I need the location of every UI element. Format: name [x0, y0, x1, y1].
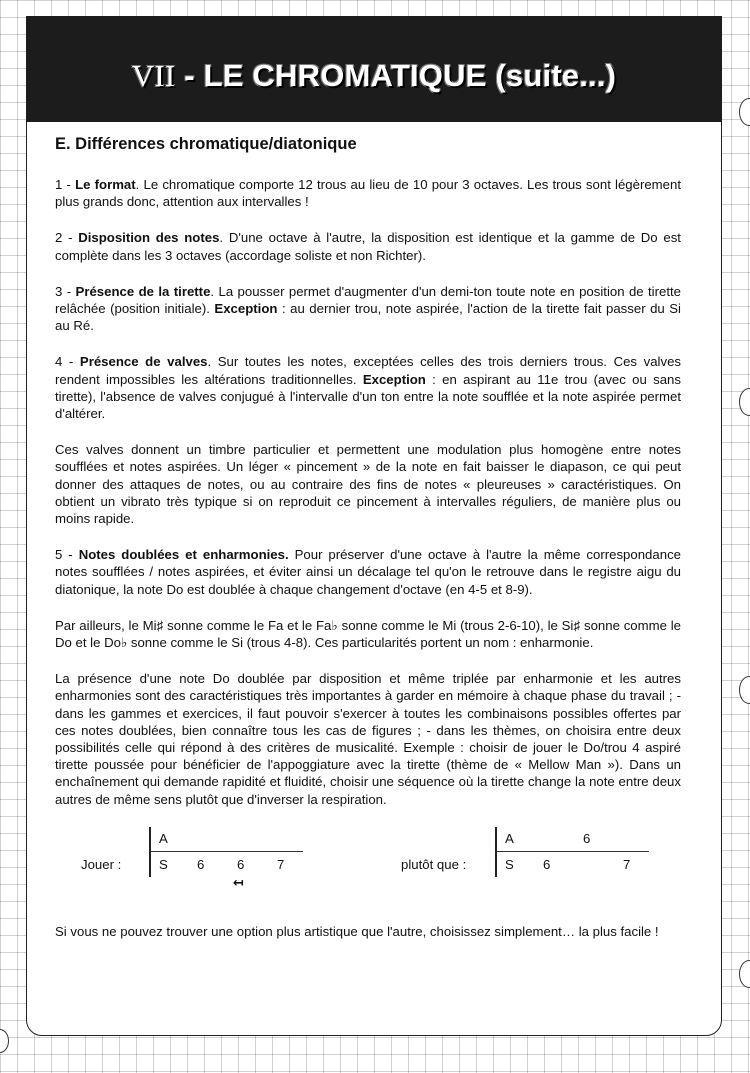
paragraph-format — [55, 176, 681, 210]
chapter-title — [132, 58, 616, 94]
paragraph-text: : au dernier trou, note aspirée, l'action de la tirette fait passer du Si au Ré. — [55, 301, 681, 334]
tab-cell: 6 — [237, 856, 245, 872]
paragraph-heading: Présence de valves — [79, 354, 208, 370]
paragraph-number: 1 - — [55, 177, 76, 192]
chapter-name: LE CHROMATIQUE (suite...) — [203, 58, 617, 93]
paragraph-number: 4 - — [55, 354, 80, 370]
tab-cell: 6 — [583, 830, 591, 846]
binder-hole — [739, 960, 750, 988]
tablature-divider — [495, 851, 649, 852]
tab-cell: A — [505, 830, 514, 846]
tablature-example — [55, 827, 681, 907]
paragraph-timbre: Ces valves donnent un timbre particulier et permettent une modulation plus homogène entre notes soufflées et notes aspirées. Un léger « pincement » de la note en fait baisser le diapason, ce qui peut donner des attaques de notes, ou au contraire des fins de notes « pleureuses » caractéristiques. On obtient un vibrato très typique si on reproduit ce pincement à intervalles réguliers, de manière plus ou moins rapide. — [55, 442, 681, 527]
chapter-dash: - — [184, 58, 195, 93]
paragraph-doublees — [55, 546, 681, 598]
exception-label: Exception — [214, 301, 278, 317]
paragraph-number: 3 - — [55, 283, 76, 299]
page-frame — [26, 16, 722, 1036]
tab-cell: 6 — [197, 856, 205, 872]
chapter-number: VII — [131, 58, 176, 93]
jouer-label: Jouer : — [81, 856, 122, 872]
paragraph-presence: La présence d'une note Do doublée par disposition et même triplée par enharmonie et les autres enharmonies sont des caractéristiques très importantes à garder en mémoire à chaque phase du travail ; - dans les gammes et exercices, il faut pouvoir s'exercer à toutes les combinaisons possibles offertes par ces notes doublées, bien connaître tous les cas de figures ; - dans les thèmes, on choisira entre deux possibilités celle qui répond à des critères de musicalité. Exemple : choisir de jouer le Do/trou 4 aspiré tirette poussée pour bénéficier de l'appoggiature avec la tirette (thème de « Mellow Man »). Dans un enchaînement qui demande rapidité et fluidité, choisir une séquence où la tirette change la note entre deux autres de même sens plutôt que d'inverser la respiration. — [55, 671, 681, 807]
tablature-bar — [149, 827, 151, 877]
tab-cell: 6 — [543, 856, 551, 872]
tab-cell: S — [505, 856, 514, 872]
binder-hole — [739, 98, 750, 126]
tab-cell: 7 — [277, 856, 285, 872]
closing-note: Si vous ne pouvez trouver une option plus artistique que l'autre, choisissez simplement… la plus facile ! — [55, 923, 659, 939]
tablature-right — [495, 827, 655, 891]
paragraph-tirette — [55, 283, 681, 335]
paragraph-heading: Disposition des notes — [78, 230, 220, 246]
paragraph-heading: Notes doublées et enharmonies. — [78, 547, 289, 563]
tablature-divider — [149, 851, 303, 852]
paragraph-text: . Le chromatique comporte 12 trous au lieu de 10 pour 3 octaves. Les trous sont légèrement plus grands donc, attention aux intervalles ! — [55, 177, 681, 210]
paragraph-number: 2 - — [55, 230, 79, 246]
chapter-banner — [26, 16, 722, 122]
paragraph-text: . D'une octave à l'autre, la disposition est identique et la gamme de Do est complète dans les 3 octaves (accordage soliste et non Richter). — [55, 230, 681, 263]
tablature-bar — [495, 827, 497, 877]
tab-cell: 7 — [623, 856, 631, 872]
paragraph-text: Pour préserver d'une octave à l'autre la même correspondance notes soufflées / notes aspirées, et éviter ainsi un décalage tel qu'on le retrouve dans le registre aigu du diatonique, la note Do est doublée à chaque changement d'octave (en 4-5 et 8-9). — [55, 547, 681, 597]
exception-label: Exception — [362, 371, 426, 387]
tab-cell: S — [159, 856, 168, 872]
binder-holes — [739, 0, 750, 1073]
section-title: E. Différences chromatique/diatonique — [55, 135, 357, 153]
paragraph-heading: Présence de la tirette — [75, 283, 211, 299]
paragraph-enharmonie: Par ailleurs, le Mi♯ sonne comme le Fa et le Fa♭ sonne comme le Mi (trous 2-6-10), le Si♯ sonne comme le Do et le Do♭ sonne comme le Si (trous 4-8). Ces particularités portent un nom : enharmonie. — [55, 617, 681, 651]
binder-hole-left — [0, 1029, 9, 1053]
paragraph-valves — [55, 353, 681, 422]
paragraph-heading: Le format — [75, 177, 136, 192]
paragraph-disposition — [55, 229, 681, 263]
binder-hole — [739, 388, 750, 416]
tab-cell: A — [159, 830, 168, 846]
binder-hole — [739, 676, 750, 704]
tablature-left — [149, 827, 309, 891]
page-content — [55, 135, 681, 959]
paragraph-text: . La pousser permet d'augmenter d'un demi-ton toute note en position de tirette relâchée (position initiale). — [55, 283, 681, 317]
paragraph-number: 5 - — [55, 547, 79, 563]
paragraph-text: : en aspirant au 11e trou (avec ou sans tirette), l'absence de valves conjugué à l'intervalle d'un ton entre la note soufflée et la note aspirée permet d'altérer. — [55, 371, 681, 422]
slide-push-icon: ↤ — [233, 874, 244, 890]
plutot-label: plutôt que : — [401, 856, 467, 872]
paragraph-text: . Sur toutes les notes, exceptées celles des trois derniers trous. Ces valves rendent impossibles les altérations traditionnelles. — [55, 354, 681, 387]
